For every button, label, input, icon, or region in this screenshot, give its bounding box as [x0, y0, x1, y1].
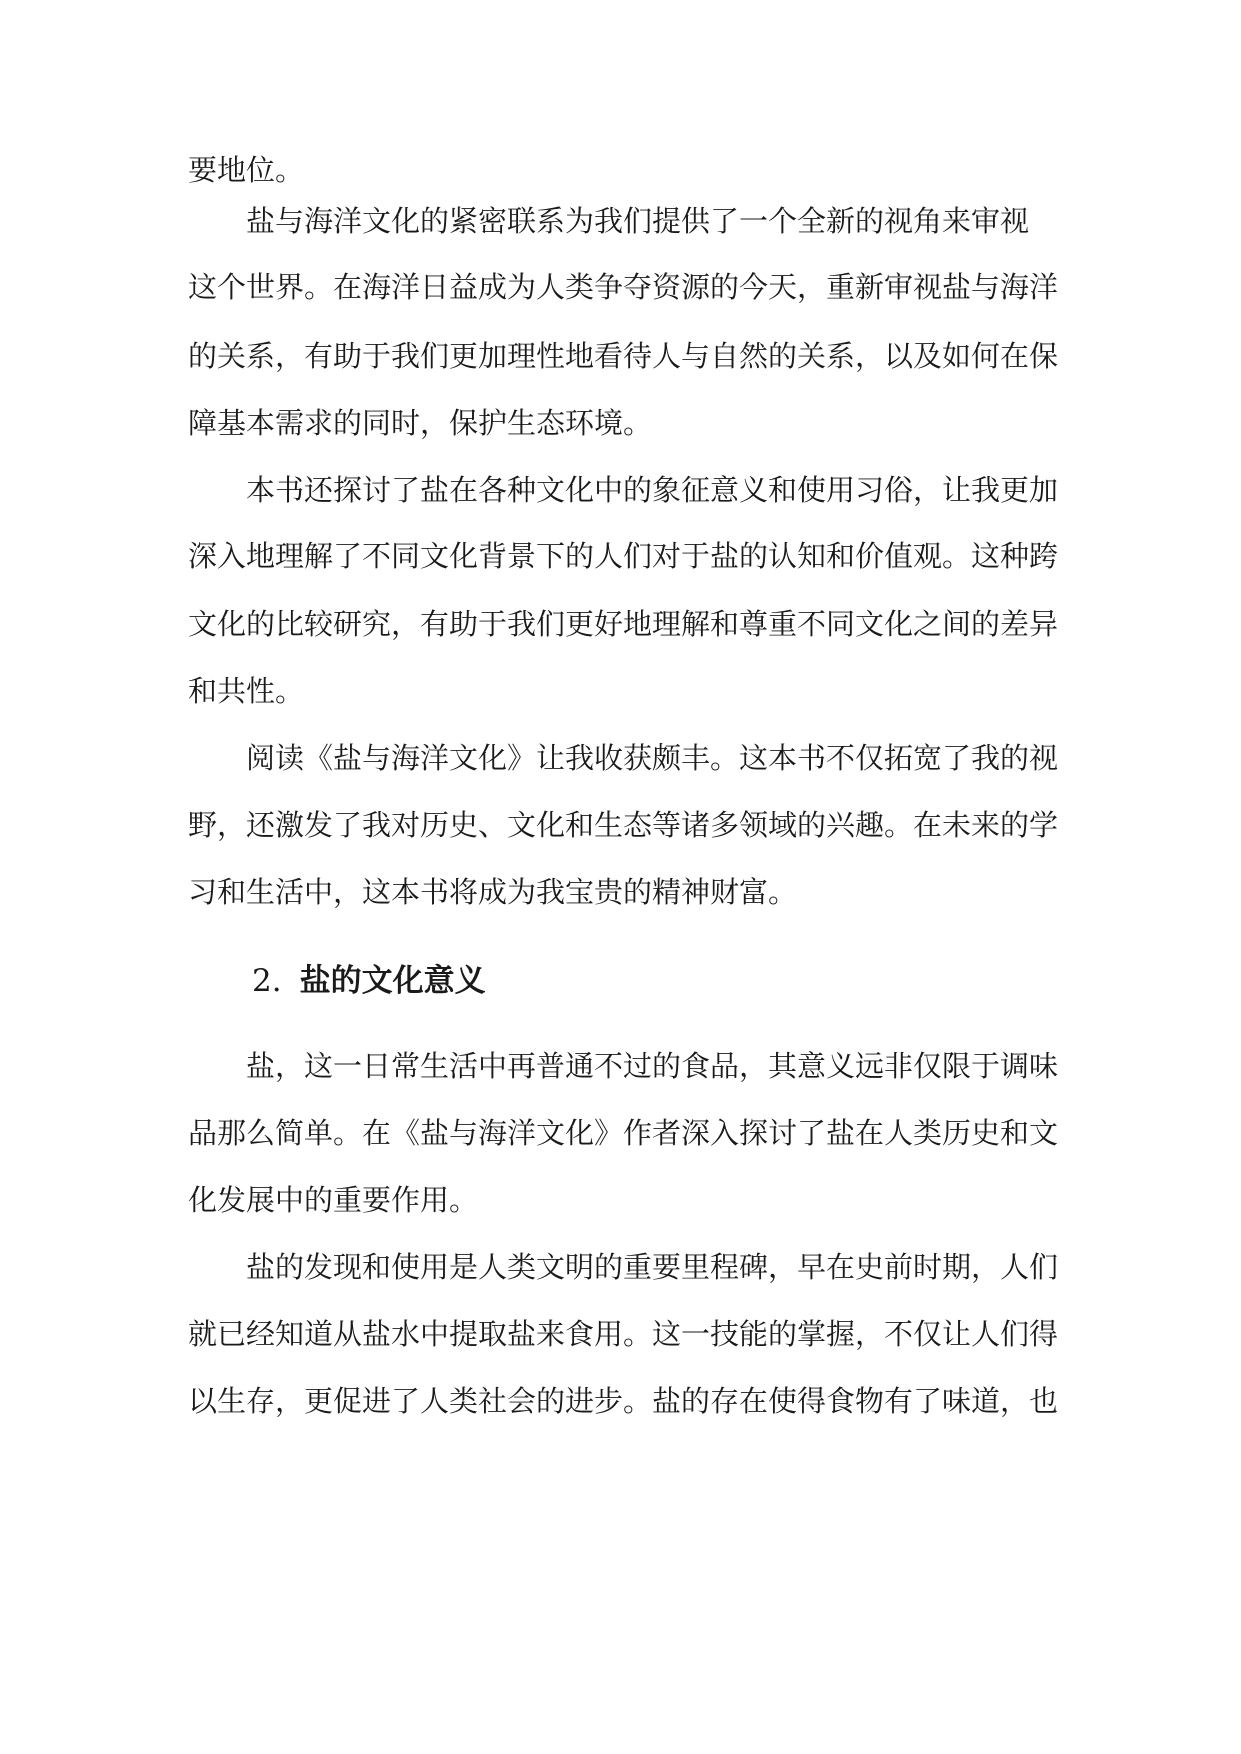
- paragraph-line: 习和生活中，这本书将成为我宝贵的精神财富。: [188, 875, 798, 909]
- paragraph-line: 以生存，更促进了人类社会的进步。盐的存在使得食物有了味道，也: [188, 1384, 1059, 1418]
- paragraph-line: 的关系，有助于我们更加理性地看待人与自然的关系，以及如何在保: [188, 339, 1059, 373]
- paragraph-line: 要地位。: [188, 153, 305, 187]
- paragraph-line: 品那么简单。在《盐与海洋文化》作者深入探讨了盐在人类历史和文: [188, 1116, 1059, 1150]
- paragraph-line: 阅读《盐与海洋文化》让我收获颇丰。这本书不仅拓宽了我的视: [246, 741, 1059, 775]
- paragraph-line: 盐与海洋文化的紧密联系为我们提供了一个全新的视角来审视: [246, 204, 1030, 238]
- paragraph-line: 本书还探讨了盐在各种文化中的象征意义和使用习俗，让我更加: [246, 473, 1059, 507]
- section-heading: [252, 960, 486, 1002]
- section-title: 盐的文化意义: [299, 963, 486, 999]
- paragraph-line: 就已经知道从盐水中提取盐来食用。这一技能的掌握，不仅让人们得: [188, 1317, 1059, 1351]
- paragraph-line: 盐，这一日常生活中再普通不过的食品，其意义远非仅限于调味: [246, 1049, 1059, 1083]
- paragraph-line: 盐的发现和使用是人类文明的重要里程碑，早在史前时期，人们: [246, 1250, 1059, 1284]
- paragraph-line: 深入地理解了不同文化背景下的人们对于盐的认知和价值观。这种跨: [188, 539, 1059, 573]
- paragraph-line: 和共性。: [188, 674, 305, 708]
- paragraph-line: 障基本需求的同时，保护生态环境。: [188, 406, 653, 440]
- section-number: 2.: [252, 963, 282, 999]
- paragraph-line: 文化的比较研究，有助于我们更好地理解和尊重不同文化之间的差异: [188, 607, 1059, 641]
- paragraph-line: 化发展中的重要作用。: [188, 1183, 479, 1217]
- paragraph-line: 这个世界。在海洋日益成为人类争夺资源的今天，重新审视盐与海洋: [188, 270, 1059, 304]
- paragraph-line: 野，还激发了我对历史、文化和生态等诸多领域的兴趣。在未来的学: [188, 808, 1059, 842]
